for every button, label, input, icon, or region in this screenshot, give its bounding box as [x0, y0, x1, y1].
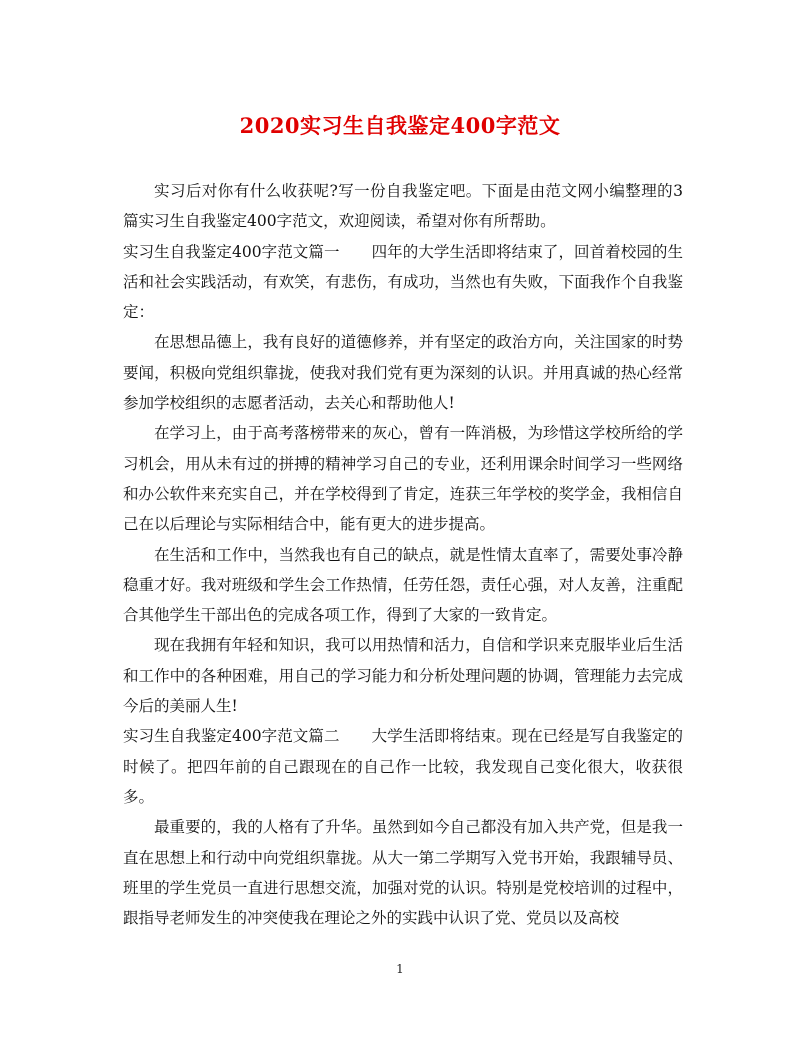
paragraph-text: 四年的大学生活即将结束了，回首着校园的生活和社会实践活动，有欢笑，有悲伤，有成功，当然也有失败，下面我作个自我鉴定：	[123, 242, 683, 322]
paragraph-text: 大学生活即将结束。现在已经是写自我鉴定的时候了。把四年前的自己跟现在的自己作一比较，我发现自己变化很大，收获很多。	[123, 727, 683, 806]
paragraph	[123, 812, 683, 933]
document-title: 2020实习生自我鉴定400字范文	[239, 113, 561, 138]
paragraph	[123, 540, 683, 631]
document-body	[123, 176, 683, 933]
section-heading: 实习生自我鉴定400字范文篇一	[123, 242, 340, 261]
paragraph-text: 在思想品德上，我有良好的道德修养，并有坚定的政治方向，关注国家的时势要闻，积极向党组织靠拢，使我对我们党有更为深刻的认识。并用真诚的热心经常参加学校组织的志愿者活动，去关心和帮助他人!	[123, 333, 683, 413]
paragraph-text: 在生活和工作中，当然我也有自己的缺点，就是性情太直率了，需要处事冷静稳重才好。我对班级和学生会工作热情，任劳任怨，责任心强，对人友善，注重配合其他学生干部出色的完成各项工作，得到了大家的一致肯定。	[123, 545, 683, 625]
paragraph	[123, 327, 683, 418]
paragraph-text: 最重要的，我的人格有了升华。虽然到如今自己都没有加入共产党，但是我一直在思想上和行动中向党组织靠拢。从大一第二学期写入党书开始，我跟辅导员、班里的学生党员一直进行思想交流，加强对党的认识。特别是党校培训的过程中，跟指导老师发生的冲突使我在理论之外的实践中认识了党、党员以及高校	[123, 818, 683, 928]
paragraph-intro	[123, 176, 683, 237]
section-heading: 实习生自我鉴定400字范文篇二	[123, 727, 340, 746]
page-number: 1	[396, 962, 404, 976]
paragraph-section-one	[123, 237, 683, 328]
paragraph-text: 实习后对你有什么收获呢?写一份自我鉴定吧。下面是由范文网小编整理的3篇实习生自我鉴定400字范文，欢迎阅读，希望对你有所帮助。	[123, 182, 683, 231]
paragraph-text: 在学习上，由于高考落榜带来的灰心，曾有一阵消极，为珍惜这学校所给的学习机会，用从未有过的拼搏的精神学习自己的专业，还利用课余时间学习一些网络和办公软件来充实自己，并在学校得到了肯定，连获三年学校的奖学金，我相信自己在以后理论与实际相结合中，能有更大的进步提高。	[123, 424, 683, 534]
paragraph	[123, 418, 683, 539]
paragraph	[123, 630, 683, 721]
paragraph-text: 现在我拥有年轻和知识，我可以用热情和活力，自信和学识来克服毕业后生活和工作中的各种困难，用自己的学习能力和分析处理问题的协调，管理能力去完成今后的美丽人生!	[123, 636, 683, 716]
paragraph-section-two	[123, 721, 683, 812]
